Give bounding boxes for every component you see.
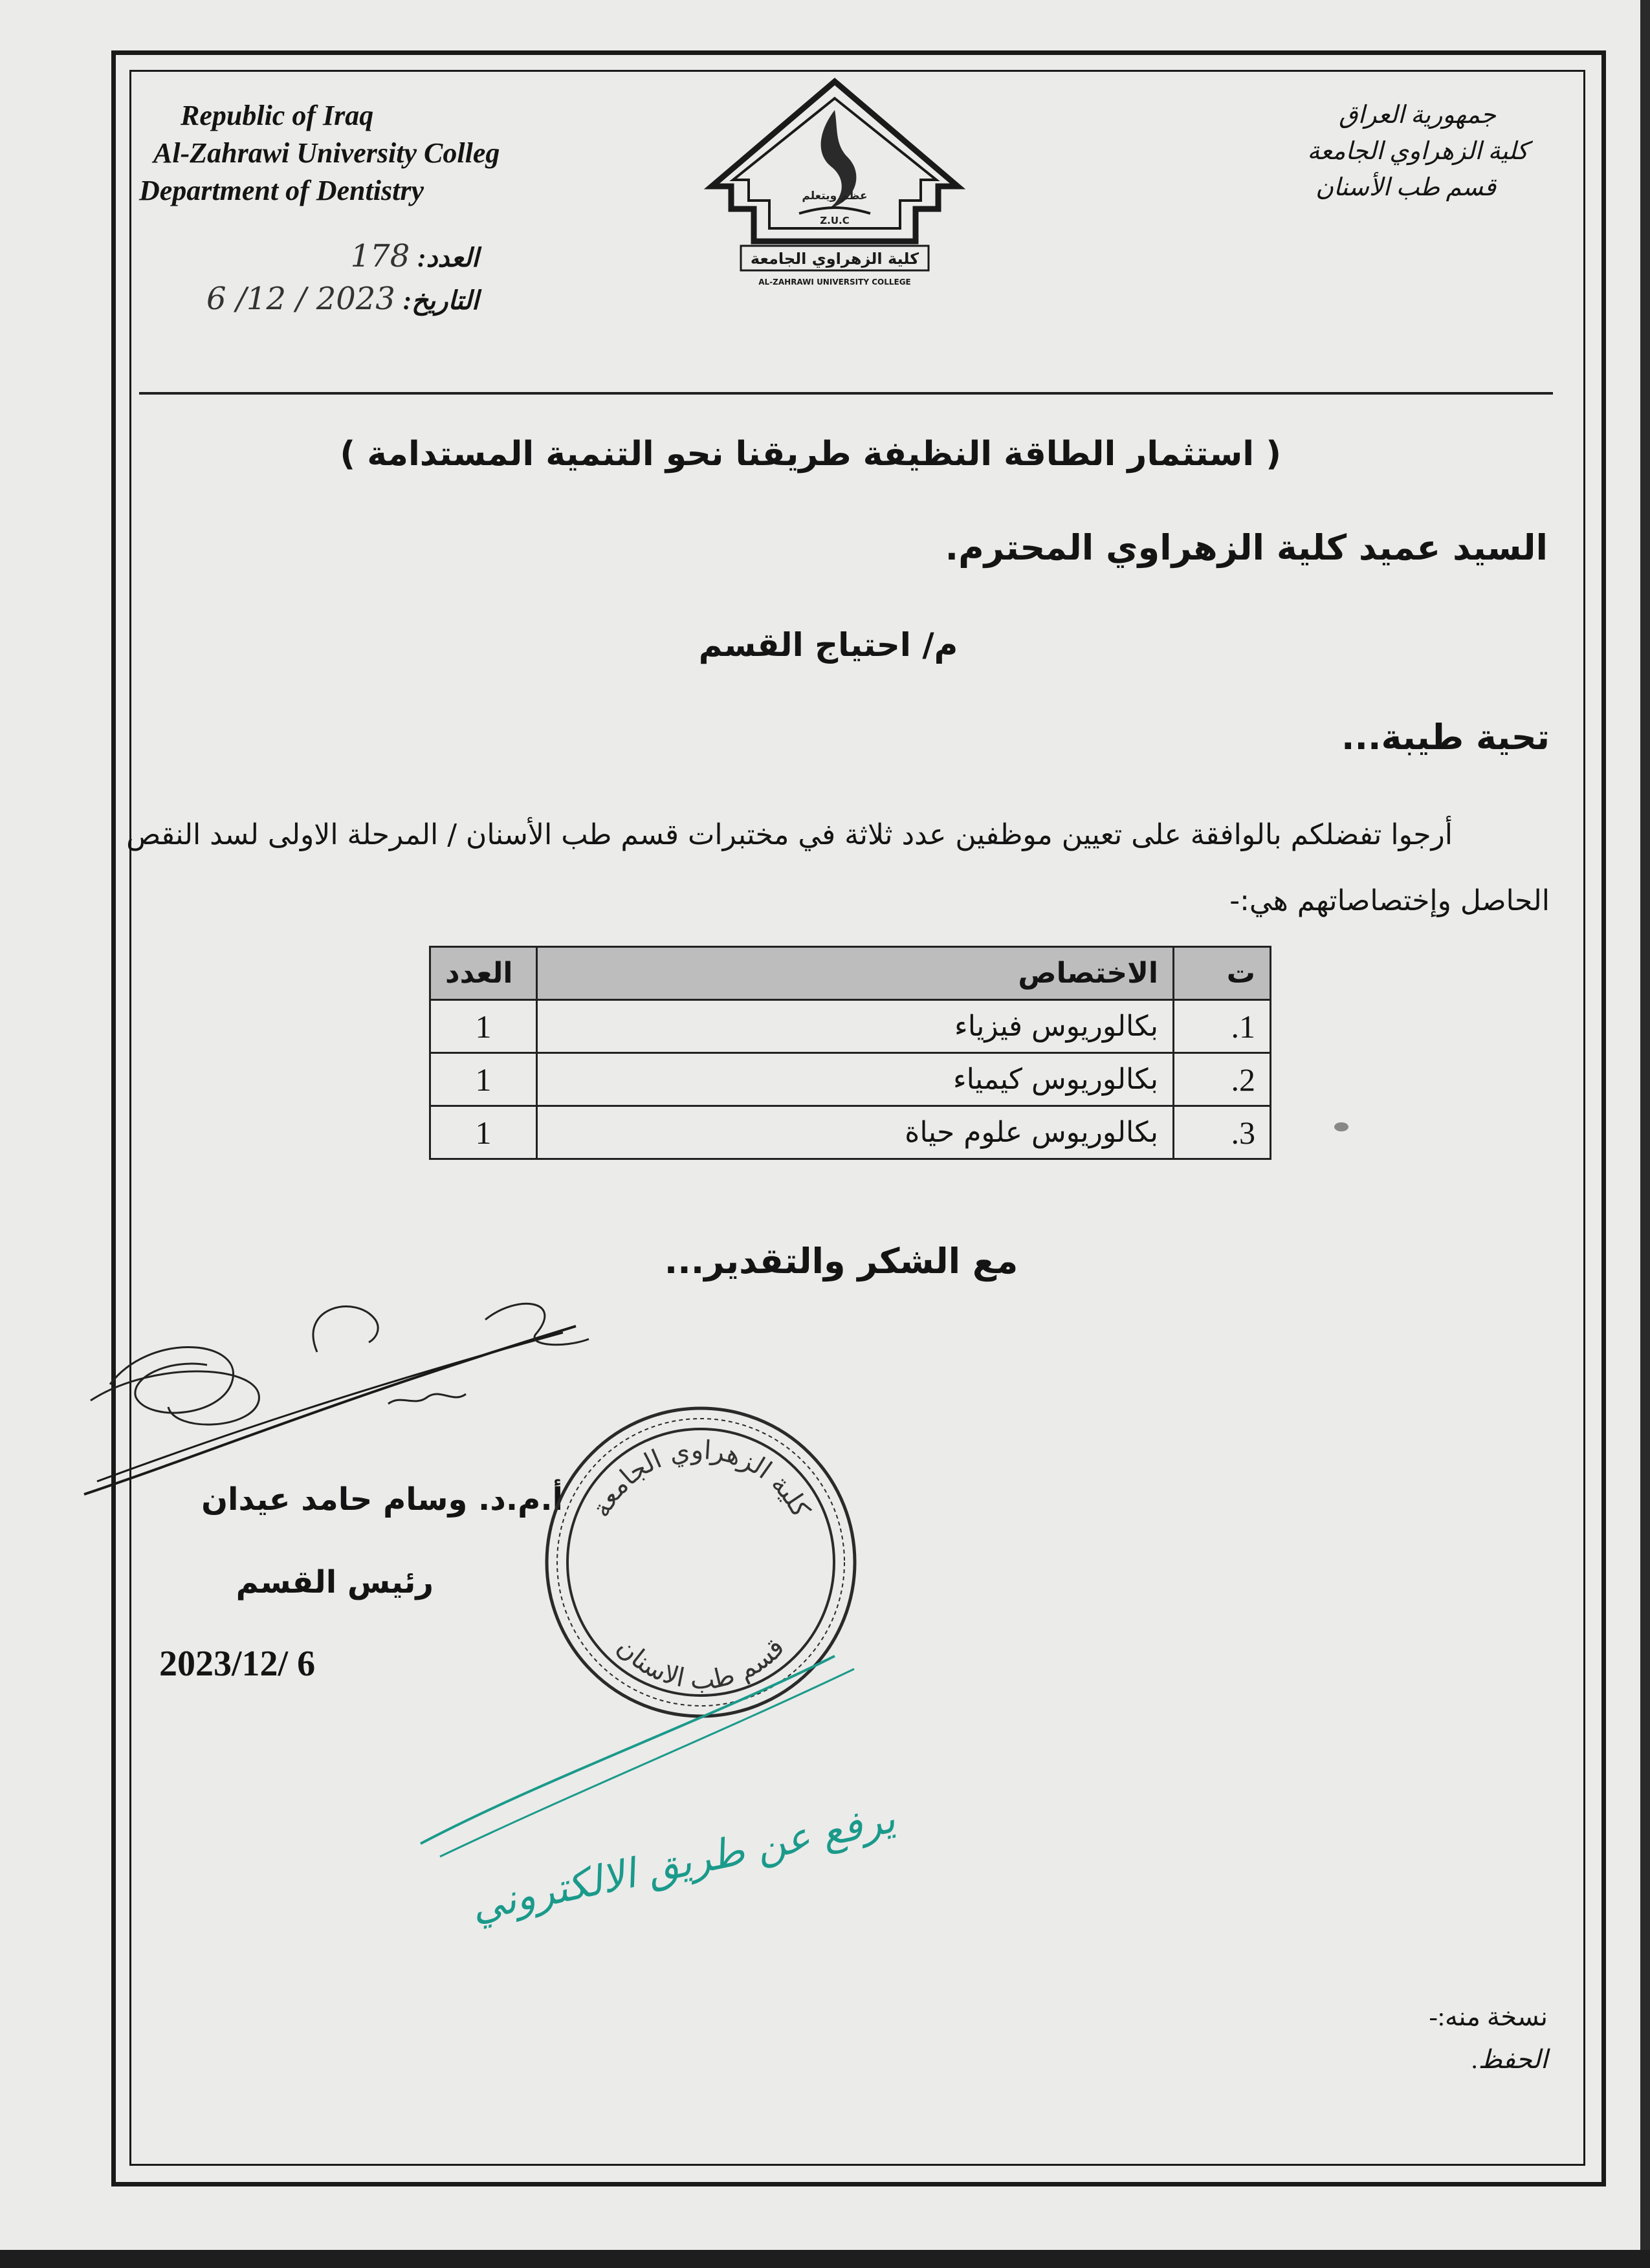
row-count: 1 bbox=[430, 1053, 537, 1106]
annotation-text: يرفع عن طريق الالكتروني bbox=[467, 1794, 899, 1931]
requirements-table bbox=[429, 946, 1271, 1160]
letterhead-country-en: Republic of Iraq bbox=[181, 100, 374, 131]
logo-abbreviation: Z.U.C bbox=[820, 215, 850, 226]
reference-date-label: التاريخ: bbox=[402, 286, 479, 315]
signatory-title: رئيس القسم bbox=[236, 1564, 434, 1600]
salutation: السيد عميد كلية الزهراوي المحترم. bbox=[945, 527, 1548, 568]
letterhead-college-en: Al-Zahrawi University Colleg bbox=[153, 137, 500, 169]
reference-number-value: 178 bbox=[350, 238, 410, 274]
letterhead-department-en: Department of Dentistry bbox=[139, 175, 424, 206]
scan-speck bbox=[1334, 1122, 1348, 1131]
document-title: ( استثمار الطاقة النظيفة طريقنا نحو التنمية المستدامة ) bbox=[340, 435, 1281, 474]
table-row bbox=[430, 1000, 1271, 1053]
row-specialty: بكالوريوس كيمياء bbox=[537, 1053, 1174, 1106]
row-specialty: بكالوريوس فيزياء bbox=[537, 1000, 1174, 1053]
subject-line: م/ احتياج القسم bbox=[698, 626, 958, 664]
letterhead-country-ar: جمهورية العراق bbox=[1339, 102, 1496, 129]
header-specialty: الاختصاص bbox=[537, 947, 1174, 1000]
header-count: العدد bbox=[430, 947, 537, 1000]
signatory-date: 2023/12/ 6 bbox=[159, 1644, 316, 1684]
scan-edge-right bbox=[1640, 0, 1650, 2268]
letterhead-department-ar: قسم طب الأسنان bbox=[1315, 174, 1496, 201]
row-index: 2. bbox=[1174, 1053, 1271, 1106]
row-count: 1 bbox=[430, 1106, 537, 1159]
logo-college-name-en: AL-ZAHRAWI UNIVERSITY COLLEGE bbox=[758, 278, 911, 287]
reference-date bbox=[91, 281, 479, 317]
row-count: 1 bbox=[430, 1000, 537, 1053]
logo-book-icon bbox=[799, 208, 870, 213]
stamp-text-bottom: قسم طب الاسنان bbox=[611, 1632, 791, 1696]
table-row bbox=[430, 1106, 1271, 1159]
stamp-text-top: كلية الزهراوي الجامعة bbox=[586, 1435, 816, 1523]
row-index: 3. bbox=[1174, 1106, 1271, 1159]
copy-to-label: نسخة منه:- bbox=[1429, 2002, 1548, 2031]
arabic-letterhead bbox=[1166, 97, 1528, 206]
scan-edge-bottom bbox=[0, 2250, 1650, 2268]
green-handwritten-annotation bbox=[414, 1617, 1016, 1941]
copy-to-block bbox=[1160, 1996, 1548, 2081]
english-letterhead bbox=[139, 97, 605, 210]
logo-college-name-ar: كلية الزهراوي الجامعة bbox=[750, 250, 919, 268]
body-paragraph bbox=[94, 802, 1550, 934]
greeting: تحية طيبة... bbox=[1341, 717, 1550, 758]
signatory-name: أ.م.د. وسام حامد عيدان bbox=[201, 1481, 563, 1518]
row-index: 1. bbox=[1174, 1000, 1271, 1053]
table-row bbox=[430, 1053, 1271, 1106]
body-text: أرجوا تفضلكم بالوافقة على تعيين موظفين عدد ثلاثة في مختبرات قسم طب الأسنان / المرحلة الاولى لسد النقص الحاصل وإختصاصاتهم هي:- bbox=[126, 818, 1550, 917]
header-rule bbox=[139, 392, 1553, 395]
reference-date-value: 2023 / 12/ 6 bbox=[206, 281, 395, 317]
college-logo bbox=[702, 76, 967, 300]
logo-motto: عظم ويتعلم bbox=[802, 190, 868, 202]
copy-to-item: الحفظ. bbox=[1471, 2045, 1548, 2074]
handwritten-signature bbox=[71, 1268, 602, 1514]
header-index: ت bbox=[1174, 947, 1271, 1000]
reference-number bbox=[91, 238, 479, 274]
reference-number-label: العدد: bbox=[417, 243, 479, 272]
table-header-row bbox=[430, 947, 1271, 1000]
closing-line: مع الشكر والتقدير... bbox=[664, 1241, 1018, 1281]
svg-text:كلية الزهراوي الجامعة bbox=[586, 1435, 816, 1523]
row-specialty: بكالوريوس علوم حياة bbox=[537, 1106, 1174, 1159]
letterhead-college-ar: كلية الزهراوي الجامعة bbox=[1307, 138, 1528, 165]
